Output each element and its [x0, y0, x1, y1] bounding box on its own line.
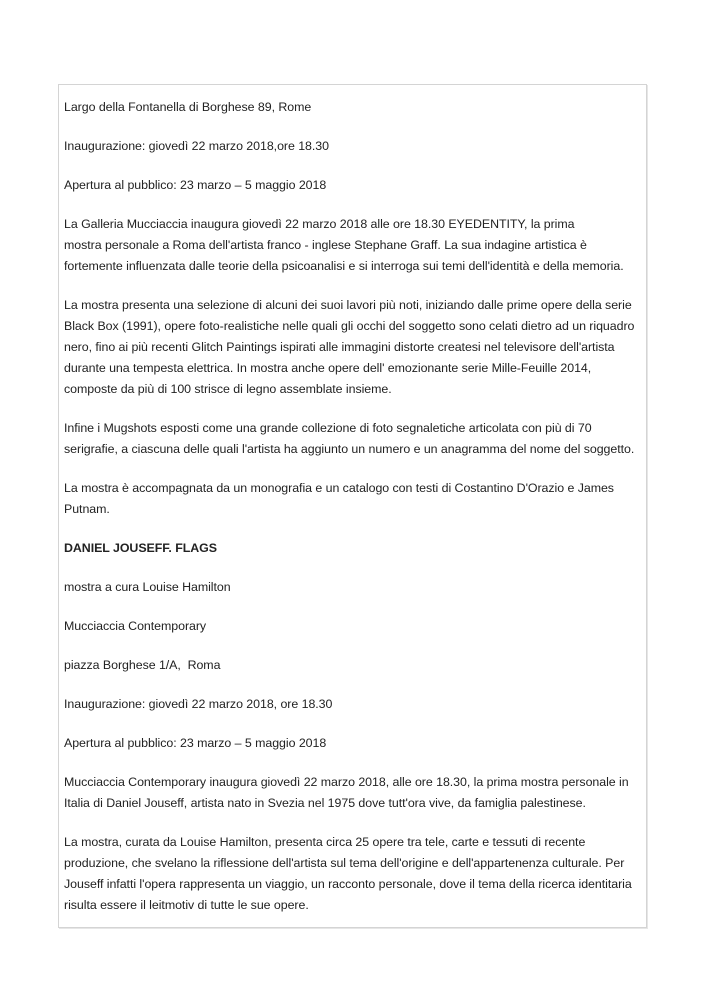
catalog-paragraph	[64, 478, 636, 520]
paragraph-line: durante una tempesta elettrica. In mostra anche opere dell' emozionante serie Mille-Feuille 2014,	[64, 361, 592, 375]
paragraph-line: Mucciaccia Contemporary inaugura giovedì 22 marzo 2018, alle ore 18.30, la prima mostra personale in	[64, 775, 629, 789]
paragraph-line: Infine i Mugshots esposti come una grande collezione di foto segnaletiche articolata con più di 70	[64, 421, 592, 435]
paragraph-line: produzione, che svelano la riflessione dell'artista sul tema dell'origine e dell'appartenenza culturale. Per	[64, 856, 625, 870]
intro-paragraph	[64, 214, 636, 277]
paragraph-line: fortemente influenzata dalle teorie della psicoanalisi e si interroga sui temi dell'identità e della memoria.	[64, 259, 624, 273]
paragraph-line: Italia di Daniel Jouseff, artista nato in Svezia nel 1975 dove tutt'ora vive, da famiglia palestinese.	[64, 796, 586, 810]
paragraph-line: La Galleria Mucciaccia inaugura giovedì 22 marzo 2018 alle ore 18.30 EYEDENTITY, la prima	[64, 217, 575, 231]
paragraph-line: Putnam.	[64, 502, 110, 516]
mugshots-paragraph	[64, 418, 636, 460]
curator-line: mostra a cura Louise Hamilton	[64, 580, 231, 594]
paragraph-line: nero, fino ai più recenti Glitch Paintings ispirati alle immagini distorte createsi nel televisore dell'artista	[64, 340, 615, 354]
paragraph-line: La mostra presenta una selezione di alcuni dei suoi lavori più noti, iniziando dalle prime opere della serie	[64, 298, 632, 312]
works-paragraph	[64, 295, 636, 400]
paragraph-line: composte da più di 100 strisce di legno assemblate insieme.	[64, 382, 392, 396]
paragraph-line: Black Box (1991), opere foto-realistiche nelle quali gli occhi del soggetto sono celati dietro ad un riquadro	[64, 319, 635, 333]
paragraph-line: risulta essere il leitmotiv di tutte le sue opere.	[64, 898, 309, 912]
opening-line: Inaugurazione: giovedì 22 marzo 2018, ore 18.30	[64, 697, 333, 711]
paragraph-line: serigrafie, a ciascuna delle quali l'artista ha aggiunto un numero e un anagramma del nome del soggetto.	[64, 442, 635, 456]
opening-line: Inaugurazione: giovedì 22 marzo 2018,ore 18.30	[64, 139, 329, 153]
venue-line: Mucciaccia Contemporary	[64, 619, 207, 633]
paragraph-line: La mostra, curata da Louise Hamilton, presenta circa 25 opere tra tele, carte e tessuti di recente	[64, 835, 586, 849]
paragraph-line: mostra personale a Roma dell'artista franco - inglese Stephane Graff. La sua indagine artistica è	[64, 238, 587, 252]
address-line: piazza Borghese 1/A, Roma	[64, 658, 221, 672]
address-line: Largo della Fontanella di Borghese 89, Rome	[64, 100, 312, 114]
document-frame	[58, 84, 647, 928]
public-opening-line: Apertura al pubblico: 23 marzo – 5 maggio 2018	[64, 178, 327, 192]
description-paragraph	[64, 832, 636, 916]
intro-paragraph	[64, 772, 636, 814]
section-heading: DANIEL JOUSEFF. FLAGS	[64, 541, 217, 555]
paragraph-line: Jouseff infatti l'opera rappresenta un viaggio, un racconto personale, dove il tema della ricerca identitaria	[64, 877, 632, 891]
paragraph-line: La mostra è accompagnata da un monografia e un catalogo con testi di Costantino D'Orazio e James	[64, 481, 614, 495]
public-opening-line: Apertura al pubblico: 23 marzo – 5 maggio 2018	[64, 736, 327, 750]
